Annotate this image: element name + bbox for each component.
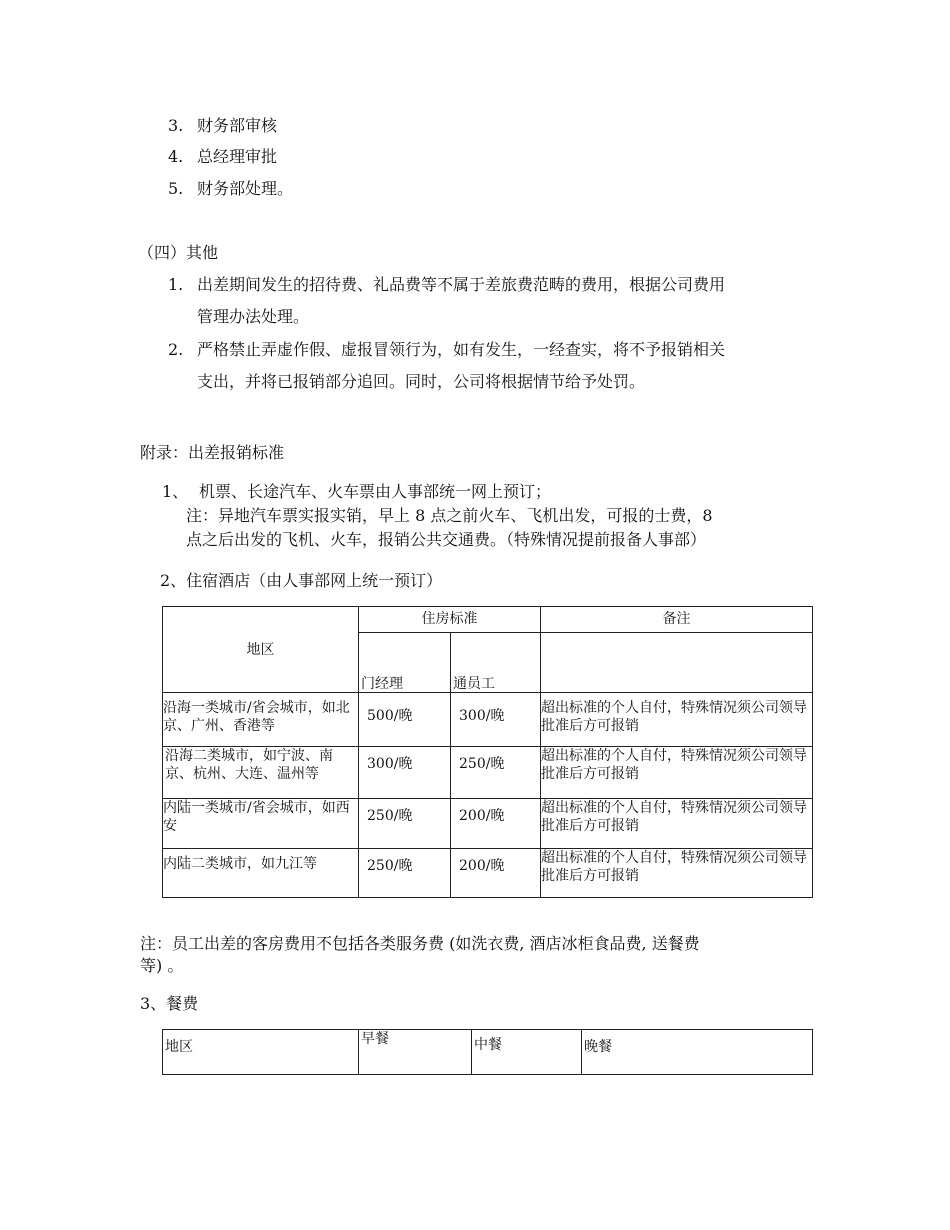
meal-header-dinner: 晚餐: [584, 1039, 612, 1055]
table-row-region: 沿海一类城市/省会城市，如北京、广州、香港等: [163, 693, 359, 747]
section-4-item-1-number: 1.: [168, 275, 184, 294]
table-row-staff-rate: 300/晚: [451, 693, 541, 747]
meal-header-region-cell: [163, 1030, 359, 1075]
step-5-text: 财务部处理。: [197, 179, 294, 198]
section-4-item-1-line-2: 管理办法处理。: [197, 307, 310, 326]
header-remark: 备注: [662, 611, 691, 627]
table-row-staff-rate: 200/晚: [451, 799, 541, 849]
meal-header-lunch: 中餐: [474, 1037, 502, 1053]
table-row-staff-rate: 200/晚: [451, 849, 541, 898]
table-row-region: 内陆一类城市/省会城市，如西安: [163, 799, 359, 849]
subheader-remark-empty: [541, 633, 813, 693]
subheader-manager: 门经理: [361, 676, 403, 692]
step-5-number: 5.: [168, 179, 184, 198]
table-row-remark: 超出标准的个人自付，特殊情况须公司领导批准后方可报销: [541, 747, 813, 799]
meal-header-dinner-cell: [582, 1030, 813, 1075]
table-row-region: 沿海二类城市，如宁波、南京、杭州、大连、温州等: [163, 747, 359, 799]
step-3-text: 财务部审核: [197, 116, 278, 135]
meal-header-lunch-cell: [472, 1030, 582, 1075]
step-3-number: 3.: [168, 116, 184, 135]
meal-header-breakfast: 早餐: [361, 1031, 389, 1047]
meal-header-region: 地区: [165, 1039, 193, 1055]
section-4-heading: （四）其他: [138, 243, 219, 262]
section-4-item-2-line-1: 严格禁止弄虚作假、虚报冒领行为，如有发生，一经查实，将不予报销相关: [197, 340, 726, 359]
subheader-manager-cell: [359, 633, 451, 693]
hotel-standard-table: [162, 606, 813, 898]
table-row-manager-rate: 300/晚: [359, 747, 451, 799]
step-4-text: 总经理审批: [197, 147, 278, 166]
table-row-remark: 超出标准的个人自付，特殊情况须公司领导批准后方可报销: [541, 693, 813, 747]
hotel-note-line-2: 等) 。: [140, 956, 184, 975]
header-region: 地区: [246, 641, 275, 658]
table-row-staff-rate: 250/晚: [451, 747, 541, 799]
appendix-item-1-note-line-2: 点之后出发的飞机、火车，报销公共交通费。（特殊情况提前报备人事部）: [186, 530, 707, 549]
table-row-remark: 超出标准的个人自付，特殊情况须公司领导批准后方可报销: [541, 799, 813, 849]
header-standard-cell: [359, 607, 541, 633]
table-row-manager-rate: 250/晚: [359, 849, 451, 898]
appendix-item-1-note-line-1: 注：异地汽车票实报实销，早上 8 点之前火车、飞机出发，可报的士费，8: [186, 506, 713, 525]
meal-heading: 3、餐费: [140, 994, 199, 1013]
appendix-item-2-heading: 2、住宿酒店（由人事部网上统一预订）: [160, 571, 443, 590]
meal-table: [162, 1029, 813, 1075]
subheader-staff: 通员工: [453, 676, 495, 692]
section-4-item-2-line-2: 支出，并将已报销部分追回。同时，公司将根据情节给予处罚。: [197, 372, 646, 391]
appendix-item-1-number: 1、: [162, 482, 189, 501]
appendix-item-1-text: 机票、长途汽车、火车票由人事部统一网上预订；: [199, 482, 552, 501]
meal-header-breakfast-cell: [359, 1030, 472, 1075]
appendix-title: 附录：出差报销标准: [140, 443, 285, 462]
section-4-item-2-number: 2.: [168, 340, 184, 359]
section-4-item-1-line-1: 出差期间发生的招待费、礼品费等不属于差旅费范畴的费用，根据公司费用: [197, 275, 726, 294]
hotel-note-line-1: 注：员工出差的客房费用不包括各类服务费 (如洗衣费, 酒店冰柜食品费, 送餐费: [140, 934, 700, 953]
table-row-region: 内陆二类城市，如九江等: [163, 849, 359, 898]
header-standard: 住房标准: [421, 611, 478, 627]
table-row-manager-rate: 500/晚: [359, 693, 451, 747]
header-remark-cell: [541, 607, 813, 633]
step-4-number: 4.: [168, 147, 184, 166]
header-region-cell: [163, 607, 359, 693]
subheader-staff-cell: [451, 633, 541, 693]
table-row-manager-rate: 250/晚: [359, 799, 451, 849]
table-row-remark: 超出标准的个人自付，特殊情况须公司领导批准后方可报销: [541, 849, 813, 898]
